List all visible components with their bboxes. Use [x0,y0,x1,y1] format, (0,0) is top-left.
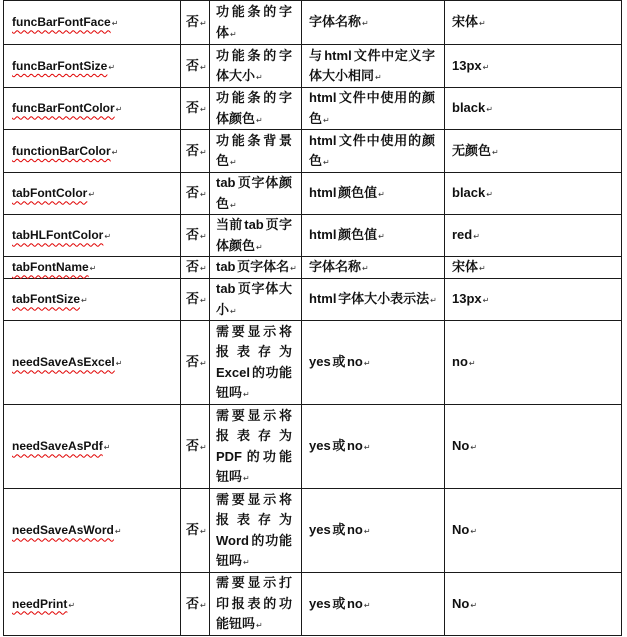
param-value-range-cell [302,489,445,573]
required-flag-cell [181,173,210,215]
param-name: funcBarFontSize [12,58,108,73]
parameter-row [4,257,622,279]
parameter-row [4,279,622,321]
required-flag: 否 [186,227,200,243]
param-value-range-cell [302,173,445,215]
param-default-cell [445,573,622,636]
param-name-cell [4,279,181,321]
param-value-range: 字体名称 [309,14,362,30]
param-value-range: yes或no [309,354,363,370]
required-flag-cell [181,405,210,489]
required-flag: 否 [186,354,200,370]
param-value-range: html颜色值 [309,227,378,243]
param-value-range: yes或no [309,438,363,454]
param-value-range: html文件中使用的颜色 [309,90,435,126]
parameter-row [4,45,622,88]
param-name: needSaveAsPdf [12,439,103,454]
required-flag-cell [181,321,210,405]
parameter-row [4,489,622,573]
param-description-cell [210,130,302,173]
param-description-cell [210,215,302,257]
param-default-cell [445,279,622,321]
param-default-cell [445,257,622,279]
required-flag-cell [181,45,210,88]
param-name: tabFontSize [12,292,80,307]
param-name-cell [4,573,181,636]
required-flag: 否 [186,595,200,611]
param-description-cell [210,1,302,45]
required-flag: 否 [186,57,200,73]
param-default: red [452,227,473,243]
required-flag: 否 [186,291,200,307]
parameter-row [4,1,622,45]
param-default-cell [445,1,622,45]
param-name-cell [4,173,181,215]
param-value-range: 与html文件中定义字体大小相同 [309,47,435,83]
param-value-range-cell [302,88,445,130]
parameter-row [4,173,622,215]
param-value-range-cell [302,1,445,45]
param-name: funcBarFontColor [12,101,115,116]
param-description: 需要显示将报表存为Word的功能钮吗 [216,491,292,568]
param-name: tabFontName [12,260,89,275]
param-name-cell [4,257,181,279]
parameter-row [4,215,622,257]
param-description-cell [210,405,302,489]
param-value-range-cell [302,215,445,257]
param-description: 需要显示将报表存为Excel的功能钮吗 [216,323,292,400]
required-flag: 否 [186,259,200,275]
param-value-range-cell [302,279,445,321]
param-value-range-cell [302,573,445,636]
parameter-row [4,405,622,489]
param-description: 功能条的字体大小 [216,47,292,83]
required-flag: 否 [186,185,200,201]
parameter-table [3,0,622,636]
param-name-cell [4,88,181,130]
param-default: No [452,595,470,611]
required-flag-cell [181,279,210,321]
param-name-cell [4,215,181,257]
required-flag: 否 [186,142,200,158]
param-default: 13px [452,57,482,73]
param-description-cell [210,173,302,215]
param-description-cell [210,573,302,636]
param-default: black [452,185,486,201]
param-description: 功能条的字体 [216,4,292,40]
param-description: tab页字体名 [216,259,290,275]
param-value-range: html字体大小表示法 [309,291,430,307]
param-default-cell [445,405,622,489]
parameter-row [4,573,622,636]
required-flag-cell [181,489,210,573]
param-default-cell [445,45,622,88]
param-value-range-cell [302,257,445,279]
param-value-range: html颜色值 [309,185,378,201]
param-value-range: html文件中使用的颜色 [309,132,435,168]
param-value-range: yes或no [309,595,363,611]
param-default-cell [445,173,622,215]
param-name: functionBarColor [12,143,111,158]
param-description-cell [210,88,302,130]
param-name: tabFontColor [12,186,88,201]
param-default: No [452,522,470,538]
param-description-cell [210,45,302,88]
param-default: 无颜色 [452,142,492,158]
parameter-row [4,321,622,405]
required-flag: 否 [186,14,200,30]
param-description: 功能条的字体颜色 [216,90,292,126]
param-description: 当前tab页字体颜色 [216,217,292,253]
required-flag-cell [181,215,210,257]
required-flag-cell [181,257,210,279]
param-value-range-cell [302,405,445,489]
param-name-cell [4,321,181,405]
required-flag: 否 [186,438,200,454]
param-default: 宋体 [452,14,479,30]
param-name-cell [4,405,181,489]
param-default-cell [445,88,622,130]
required-flag: 否 [186,522,200,538]
param-name-cell [4,1,181,45]
param-description-cell [210,279,302,321]
param-name: needSaveAsWord [12,523,114,538]
param-description-cell [210,489,302,573]
param-default-cell [445,215,622,257]
param-value-range-cell [302,321,445,405]
param-default: 13px [452,291,482,307]
param-name: needSaveAsExcel [12,355,115,370]
param-name: funcBarFontFace [12,15,111,30]
parameter-row [4,130,622,173]
param-description-cell [210,257,302,279]
param-table-body [4,1,622,636]
param-description: tab页字体大小 [216,281,292,317]
param-name: needPrint [12,596,68,611]
param-value-range-cell [302,130,445,173]
param-name-cell [4,130,181,173]
param-default: 宋体 [452,259,479,275]
required-flag: 否 [186,100,200,116]
param-description: 需要显示打印报表的功能钮吗 [216,575,292,631]
param-default-cell [445,321,622,405]
required-flag-cell [181,573,210,636]
param-name: tabHLFontColor [12,228,104,243]
required-flag-cell [181,1,210,45]
param-default: black [452,100,486,116]
param-name-cell [4,489,181,573]
required-flag-cell [181,130,210,173]
param-description: 功能条背景色 [216,132,292,168]
param-value-range: 字体名称 [309,259,362,275]
param-description: 需要显示将报表存为PDF的功能钮吗 [216,407,292,484]
param-default: No [452,438,470,454]
param-default: no [452,354,468,370]
param-value-range: yes或no [309,522,363,538]
parameter-row [4,88,622,130]
param-name-cell [4,45,181,88]
param-description-cell [210,321,302,405]
param-value-range-cell [302,45,445,88]
required-flag-cell [181,88,210,130]
param-description: tab页字体颜色 [216,175,292,211]
param-default-cell [445,489,622,573]
param-default-cell [445,130,622,173]
